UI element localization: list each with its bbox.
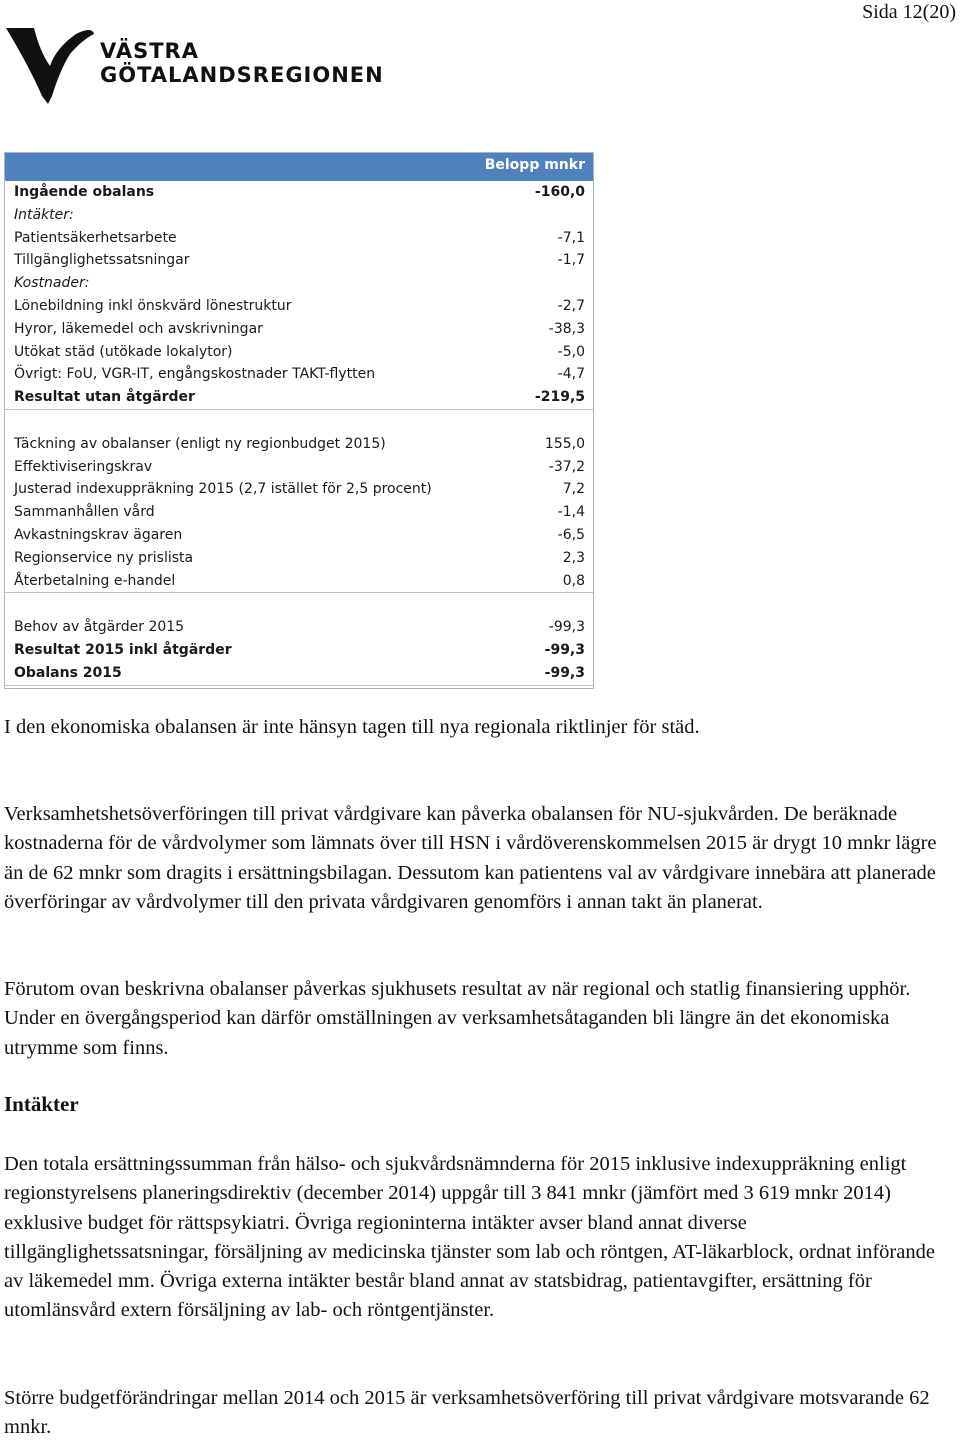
row-label: Obalans 2015: [14, 664, 122, 681]
paragraph-text: Den totala ersättningssumman från hälso- och sjukvårdsnämnderna för 2015 inklusive indexuppräkning enligt regionstyrelsens planeringsdirektiv (december 2014) uppgår till 3 841 mnkr (jämfört med 3 619 mnkr 2014) exklusive budget för rättspsykiatri. Övriga regioninterna intäkter avser bland annat diverse tillgänglighetssatsningar, försäljning av medicinska tjänster som lab och röntgen, AT-läkarblock, ordnat införande av läkemedel mm. Övriga externa intäkter består bland annat av statsbidrag, patientavgifter, ersättning för utomlänsvård extern försäljning av lab- och röntgentjänster.: [4, 1153, 935, 1322]
paragraph-budget-changes: [4, 1384, 954, 1443]
table-header: [5, 153, 593, 181]
vgr-logo: [4, 26, 394, 106]
row-label: Återbetalning e-handel: [14, 572, 176, 589]
row-label: Justerad indexuppräkning 2015 (2,7 istället för 2,5 procent): [14, 481, 432, 498]
row-label: Behov av åtgärder 2015: [14, 619, 185, 636]
table-row: [5, 227, 593, 250]
table-row: [5, 547, 593, 570]
row-label: Övrigt: FoU, VGR-IT, engångskostnader TAKT-flytten: [14, 366, 376, 383]
row-value: 155,0: [544, 435, 585, 452]
row-label: Utökat städ (utökade lokalytor): [14, 343, 233, 360]
table-row: [5, 318, 593, 341]
table-row: [5, 363, 593, 386]
row-value: -1,4: [557, 504, 585, 521]
table-row: [5, 433, 593, 456]
row-value: -5,0: [557, 343, 585, 360]
paragraph-financing: [4, 975, 954, 1063]
row-label: Patientsäkerhetsarbete: [14, 229, 177, 246]
table-body: [5, 181, 593, 686]
table-header-amount: Belopp mnkr: [484, 157, 585, 173]
row-label: Tillgänglighetssatsningar: [14, 252, 190, 269]
row-value: -99,3: [544, 641, 585, 658]
row-value: -6,5: [557, 526, 585, 543]
paragraph-text: Verksamhetshetsöverföringen till privat vårdgivare kan påverka obalansen för NU-sjukvården. De beräknade kostnaderna för de vårdvolymer som lämnats över till HSN i vårdöverenskommelsen 2015 är drygt 10 mnkr lägre än de 62 mnkr som dragits i ersättningsbilagan. Dessutom kan patientens val av vårdgivare innebära att planerade överföringar av vårdvolymer till den privata vårdgivaren genomförs i annan takt än planerat.: [4, 803, 937, 913]
row-label: Hyror, läkemedel och avskrivningar: [14, 320, 263, 337]
table-row: [5, 456, 593, 479]
row-label: Täckning av obalanser (enligt ny regionbudget 2015): [14, 435, 386, 452]
table-row: [5, 410, 593, 433]
table-row: [5, 204, 593, 227]
paragraph-transfer: [4, 800, 954, 917]
table-row: [5, 341, 593, 364]
row-value: -1,7: [557, 252, 585, 269]
paragraph-revenue: [4, 1150, 954, 1326]
table-row: [5, 524, 593, 547]
paragraph-text: Förutom ovan beskrivna obalanser påverkas sjukhusets resultat av när regional och statlig finansiering upphör. Under en övergångsperiod kan därför omställningen av verksamhetsåtaganden bli längre än det ekonomiska utrymme som finns.: [4, 978, 911, 1059]
row-label: Regionservice ny prislista: [14, 549, 194, 566]
row-label: Resultat utan åtgärder: [14, 389, 195, 406]
table-row: [5, 181, 593, 204]
row-value: 7,2: [562, 481, 585, 498]
table-row: [5, 478, 593, 501]
table-row: [5, 272, 593, 295]
row-value: -160,0: [534, 184, 585, 200]
table-row: [5, 593, 593, 616]
table-row: [5, 662, 593, 686]
table-row: [5, 501, 593, 524]
table-row: [5, 570, 593, 594]
row-label: Intäkter:: [14, 206, 74, 223]
table-row: [5, 639, 593, 662]
row-value: -37,2: [548, 458, 585, 475]
row-value: -219,5: [534, 389, 585, 406]
paragraph-cleaning: [4, 713, 954, 742]
row-value: 2,3: [562, 549, 585, 566]
row-value: -99,3: [544, 664, 585, 681]
row-label: Ingående obalans: [14, 184, 155, 200]
section-heading-intakter: Intäkter: [4, 1092, 79, 1116]
row-value: -2,7: [557, 297, 585, 314]
row-label: Avkastningskrav ägaren: [14, 526, 183, 543]
table-row: [5, 249, 593, 272]
row-value: -7,1: [557, 229, 585, 246]
table-row: [5, 386, 593, 410]
table-row: [5, 295, 593, 318]
row-value: -4,7: [557, 366, 585, 383]
row-value: -99,3: [548, 619, 585, 636]
row-label: Kostnader:: [14, 275, 90, 292]
row-value: -38,3: [548, 320, 585, 337]
logo-line-1: VÄSTRA: [100, 39, 199, 63]
table-row: [5, 616, 593, 639]
page-number: Sida 12(20): [862, 1, 956, 23]
row-value: 0,8: [562, 572, 585, 589]
row-label: Lönebildning inkl önskvärd lönestruktur: [14, 297, 292, 314]
row-label: Effektiviseringskrav: [14, 458, 153, 475]
row-label: Resultat 2015 inkl åtgärder: [14, 641, 232, 658]
row-label: Sammanhållen vård: [14, 504, 155, 521]
vgr-logo-mark-icon: [4, 26, 96, 106]
budget-table: [4, 152, 594, 689]
paragraph-text: I den ekonomiska obalansen är inte hänsyn tagen till nya regionala riktlinjer för städ.: [4, 716, 700, 738]
logo-line-2: GÖTALANDSREGIONEN: [100, 63, 384, 87]
paragraph-text: Större budgetförändringar mellan 2014 och 2015 är verksamhetsöverföring till privat vårdgivare motsvarande 62 mnkr.: [4, 1387, 930, 1439]
